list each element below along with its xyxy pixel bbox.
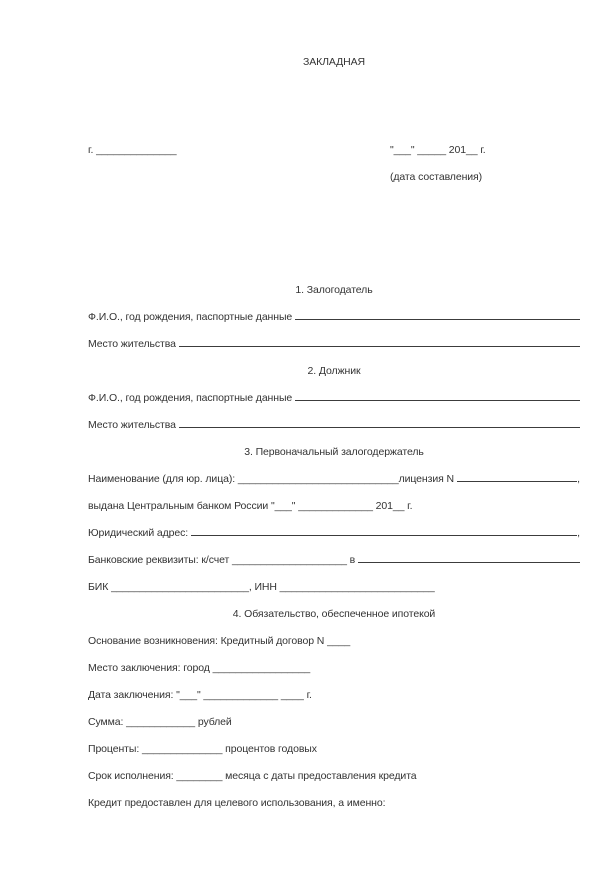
blank-field: [295, 311, 580, 320]
document-title: ЗАКЛАДНАЯ: [302, 56, 366, 68]
form-line-text: выдана Центральным банком России "___" _____________ 201__ г.: [88, 500, 413, 512]
form-line-text: ,: [577, 473, 580, 485]
form-line: [88, 466, 580, 493]
form-line-text: Банковские реквизиты: к/счет ____________________ в: [88, 554, 358, 566]
blank-field: [191, 527, 577, 536]
date-block: [390, 137, 486, 191]
blank-field: [457, 473, 577, 482]
form-line-text: БИК ________________________, ИНН ___________________________: [88, 581, 435, 593]
form-line: [88, 790, 580, 817]
form-line-text: Место заключения: город _________________: [88, 662, 311, 674]
blank-field: [179, 419, 580, 428]
form-line-text: ,: [577, 527, 580, 539]
form-line: [88, 493, 580, 520]
form-line: [88, 763, 580, 790]
form-line: [88, 304, 580, 331]
form-line-text: Место жительства: [88, 419, 179, 431]
form-line-text: Дата заключения: "___" _____________ ____ г.: [88, 689, 312, 701]
form-line-text: Ф.И.О., год рождения, паспортные данные: [88, 311, 295, 323]
form-line: [88, 385, 580, 412]
section-heading: 1. Залогодатель: [295, 284, 373, 296]
place-line: г. ______________: [88, 144, 177, 156]
form-line-text: Ф.И.О., год рождения, паспортные данные: [88, 392, 295, 404]
form-line-text: Кредит предоставлен для целевого использования, а именно:: [88, 797, 386, 809]
blank-field: [358, 554, 580, 563]
form-line: [88, 547, 580, 574]
form-line-text: Срок исполнения: ________ месяца с даты предоставления кредита: [88, 770, 417, 782]
form-line-text: Проценты: ______________ процентов годовых: [88, 743, 317, 755]
form-line: [88, 412, 580, 439]
section-heading: 2. Должник: [307, 365, 361, 377]
form-line-text: Место жительства: [88, 338, 179, 350]
date-caption: (дата составления): [390, 171, 483, 183]
form-line: [88, 655, 580, 682]
form-line-text: Наименование (для юр. лица): ____________________________лицензия N: [88, 473, 457, 485]
form-line: [88, 709, 580, 736]
form-line: [88, 628, 580, 655]
form-line-text: Юридический адрес:: [88, 527, 191, 539]
form-line: [88, 520, 580, 547]
form-sections: [88, 277, 580, 817]
form-line: [88, 574, 580, 601]
form-line: [88, 736, 580, 763]
form-line: [88, 331, 580, 358]
date-line: "___" _____ 201__ г.: [390, 144, 486, 156]
blank-field: [295, 392, 580, 401]
section-heading: 3. Первоначальный залогодержатель: [244, 446, 424, 458]
blank-field: [179, 338, 580, 347]
form-line-text: Сумма: ____________ рублей: [88, 716, 232, 728]
form-line: [88, 682, 580, 709]
section-heading: 4. Обязательство, обеспеченное ипотекой: [232, 608, 436, 620]
form-line-text: Основание возникновения: Кредитный договор N ____: [88, 635, 351, 647]
